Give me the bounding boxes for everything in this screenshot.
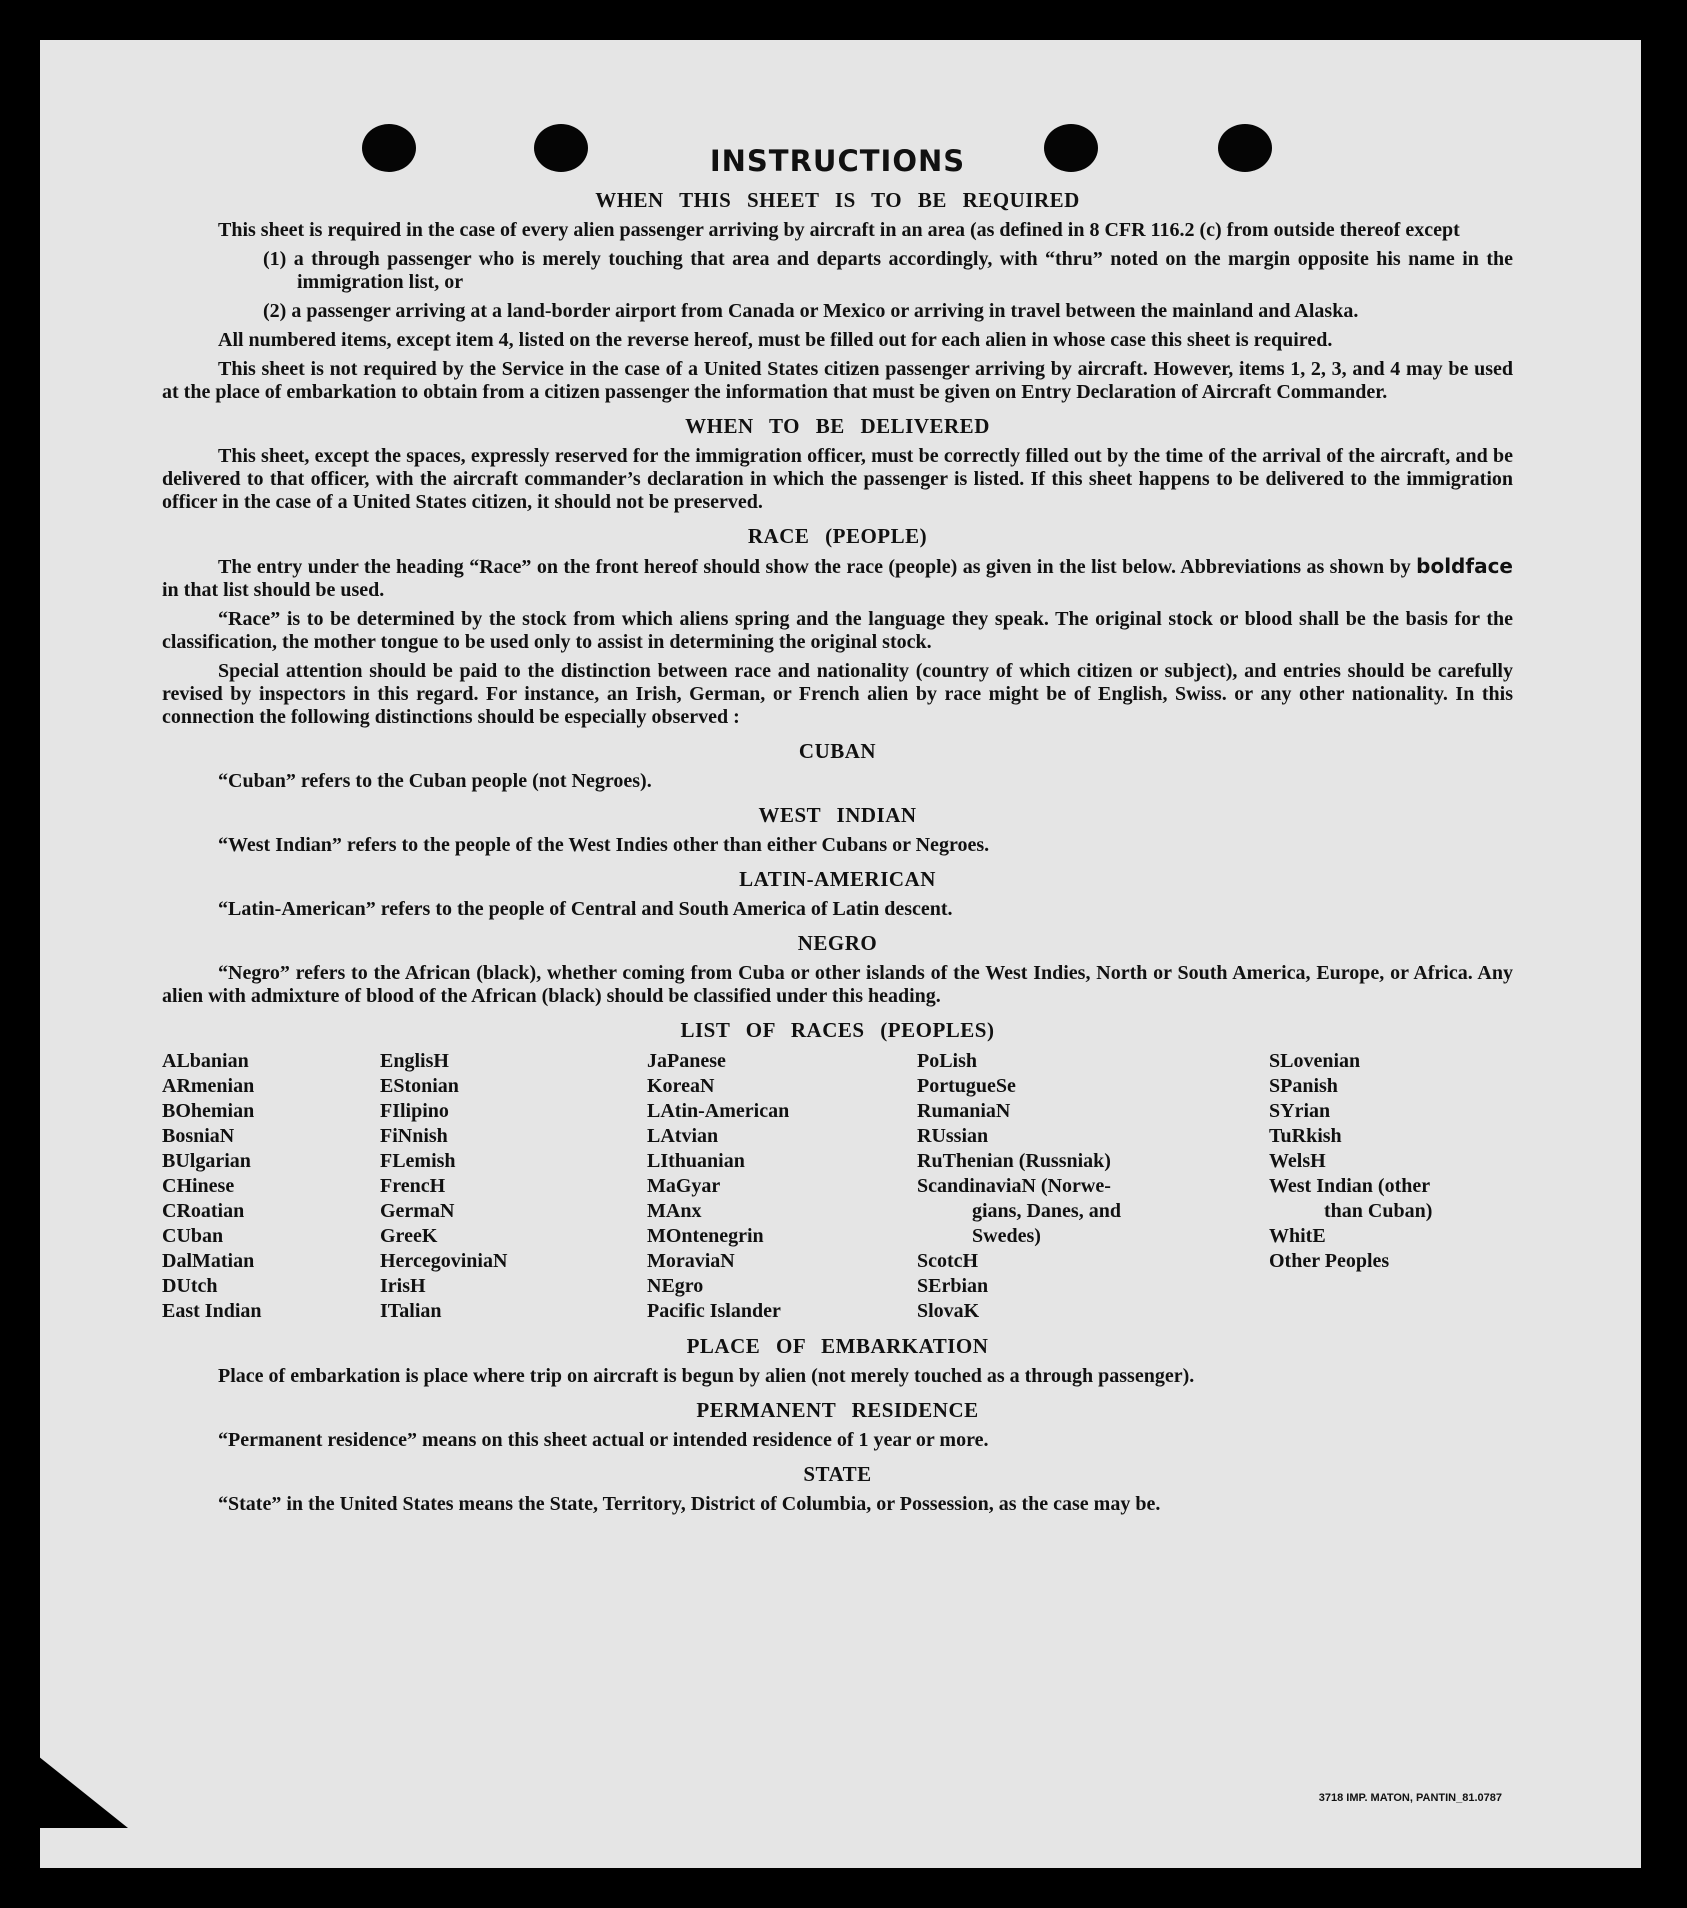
race-item: SlovaK	[917, 1300, 980, 1322]
race-item: DUtch	[162, 1275, 218, 1297]
race-item: SLovenian	[1269, 1050, 1361, 1072]
page-title: INSTRUCTIONS	[709, 144, 966, 178]
race-item: East Indian	[162, 1300, 262, 1322]
paragraph: This sheet, except the spaces, expressly reserved for the immigration officer, must be correctly filled out by the time of the arrival of the aircraft, and be delivered to that officer, with the aircraft commander’s declaration in which the passenger is listed. If this sheet happens to be delivered to the immigration officer in the case of a United States citizen, it should not be preserved.	[162, 445, 1513, 513]
race-column	[917, 1049, 1269, 1324]
race-item: LAtin-American	[647, 1100, 790, 1122]
section-heading: CUBAN	[798, 739, 877, 763]
text: The entry under the heading “Race” on the front hereof should show the race (people) as given in the list below. Abbreviations as shown by	[218, 556, 1417, 578]
race-item: JaPanese	[647, 1050, 726, 1072]
punch-hole	[362, 124, 416, 172]
race-item: ALbanian	[162, 1050, 249, 1072]
race-item-continued: than Cuban)	[1324, 1200, 1433, 1222]
folded-corner	[28, 1748, 128, 1828]
document-page	[40, 40, 1641, 1868]
section-heading: WHEN TO BE DELIVERED	[685, 414, 990, 438]
race-item: EnglisH	[380, 1050, 449, 1072]
race-item: Other Peoples	[1269, 1250, 1390, 1272]
race-column	[380, 1049, 647, 1324]
text: in that list should be used.	[162, 579, 385, 601]
race-column	[162, 1049, 380, 1324]
race-item: TuRkish	[1269, 1125, 1342, 1147]
race-item: Pacific Islander	[647, 1300, 781, 1322]
race-item: LAtvian	[647, 1125, 719, 1147]
section-heading: STATE	[803, 1462, 872, 1486]
race-item: HercegoviniaN	[380, 1250, 508, 1272]
race-item: GreeK	[380, 1225, 438, 1247]
printer-imprint: 3718 IMP. MATON, PANTIN_81.0787	[1318, 1792, 1502, 1804]
paragraph: This sheet is required in the case of every alien passenger arriving by aircraft in an area (as defined in 8 CFR 116.2 (c) from outside thereof except	[218, 219, 1460, 241]
race-item: MAnx	[647, 1200, 702, 1222]
race-item: EStonian	[380, 1075, 459, 1097]
paragraph: “Permanent residence” means on this sheet actual or intended residence of 1 year or more.	[218, 1429, 989, 1451]
race-item: ScandinaviaN (Norwe-	[917, 1175, 1111, 1197]
race-item: ITalian	[380, 1300, 442, 1322]
race-item: West Indian (other	[1269, 1175, 1431, 1197]
paragraph	[162, 555, 1513, 602]
punch-hole	[534, 124, 588, 172]
race-item: FrencH	[380, 1175, 446, 1197]
punch-hole	[1044, 124, 1098, 172]
paragraph: “West Indian” refers to the people of the West Indies other than either Cubans or Negroes.	[218, 834, 990, 856]
paragraph: This sheet is not required by the Service in the case of a United States citizen passenger arriving by aircraft. However, items 1, 2, 3, and 4 may be used at the place of embarkation to obtain from a citizen passenger the information that must be given on Entry Declaration of Aircraft Commander.	[162, 358, 1513, 403]
race-item: CHinese	[162, 1175, 235, 1197]
paragraph: “Negro” refers to the African (black), whether coming from Cuba or other islands of the West Indies, North or South America, Europe, or Africa. Any alien with admixture of blood of the African (black) should be classified under this heading.	[162, 962, 1513, 1007]
list-item: (2) a passenger arriving at a land-border airport from Canada or Mexico or arriving in travel between the mainland and Alaska.	[263, 300, 1359, 322]
paragraph: All numbered items, except item 4, listed on the reverse hereof, must be filled out for each alien in whose case this sheet is required.	[218, 329, 1333, 351]
race-item: SErbian	[917, 1275, 989, 1297]
race-item: RUssian	[917, 1125, 989, 1147]
race-item: MoraviaN	[647, 1250, 735, 1272]
race-item: NEgro	[647, 1275, 704, 1297]
race-item: ScotcH	[917, 1250, 979, 1272]
race-item: KoreaN	[647, 1075, 715, 1097]
paragraph: “State” in the United States means the State, Territory, District of Columbia, or Possession, as the case may be.	[218, 1493, 1161, 1515]
race-item: MOntenegrin	[647, 1225, 764, 1247]
race-item: FIlipino	[380, 1100, 449, 1122]
race-item: DalMatian	[162, 1250, 255, 1272]
race-item: LIthuanian	[647, 1150, 745, 1172]
section-heading: PERMANENT RESIDENCE	[696, 1398, 979, 1422]
race-item-continued: Swedes)	[972, 1225, 1041, 1247]
race-item: IrisH	[380, 1275, 426, 1297]
paragraph: Place of embarkation is place where trip on aircraft is begun by alien (not merely touched as a through passenger).	[218, 1365, 1195, 1387]
section-heading: WHEN THIS SHEET IS TO BE REQUIRED	[595, 188, 1080, 212]
race-list	[162, 1049, 1513, 1324]
race-item: PoLish	[917, 1050, 978, 1072]
race-item: RuThenian (Russniak)	[917, 1150, 1111, 1172]
race-item: SYrian	[1269, 1100, 1331, 1122]
race-item: RumaniaN	[917, 1100, 1011, 1122]
race-item: FLemish	[380, 1150, 456, 1172]
section-heading: RACE (PEOPLE)	[747, 524, 928, 548]
race-item: GermaN	[380, 1200, 455, 1222]
race-column	[647, 1049, 917, 1324]
race-item: BUlgarian	[162, 1150, 251, 1172]
race-item: CRoatian	[162, 1200, 245, 1222]
race-item: MaGyar	[647, 1175, 721, 1197]
race-item: CUban	[162, 1225, 224, 1247]
paragraph: Special attention should be paid to the distinction between race and nationality (country of which citizen or subject), and entries should be carefully revised by inspectors in this regard. For instance, an Irish, German, or French alien by race might be of English, Swiss. or any other nationality. In this connection the following distinctions should be especially observed :	[162, 660, 1513, 728]
section-heading: PLACE OF EMBARKATION	[686, 1334, 989, 1358]
section-heading: LIST OF RACES (PEOPLES)	[680, 1018, 995, 1042]
section-heading: WEST INDIAN	[758, 803, 917, 827]
punch-hole	[1218, 124, 1272, 172]
race-item: WhitE	[1269, 1225, 1326, 1247]
section-heading: LATIN-AMERICAN	[739, 867, 936, 891]
paragraph: “Race” is to be determined by the stock from which aliens spring and the language they speak. The original stock or blood shall be the basis for the classification, the mother tongue to be used only to assist in determining the original stock.	[162, 608, 1513, 653]
list-item: (1) a through passenger who is merely touching that area and departs accordingly, with “thru” noted on the margin opposite his name in the immigration list, or	[263, 248, 1513, 293]
race-item-continued: gians, Danes, and	[972, 1200, 1121, 1222]
race-column	[1269, 1049, 1509, 1324]
race-item: WelsH	[1269, 1150, 1326, 1172]
race-item: BOhemian	[162, 1100, 255, 1122]
paragraph: “Cuban” refers to the Cuban people (not Negroes).	[218, 770, 652, 792]
boldface-word: boldface	[1416, 554, 1513, 578]
section-heading: NEGRO	[797, 931, 878, 955]
race-item: SPanish	[1269, 1075, 1338, 1097]
paragraph: “Latin-American” refers to the people of Central and South America of Latin descent.	[218, 898, 953, 920]
race-item: BosniaN	[162, 1125, 235, 1147]
race-item: ARmenian	[162, 1075, 255, 1097]
race-item: PortugueSe	[917, 1075, 1016, 1097]
race-item: FiNnish	[380, 1125, 448, 1147]
